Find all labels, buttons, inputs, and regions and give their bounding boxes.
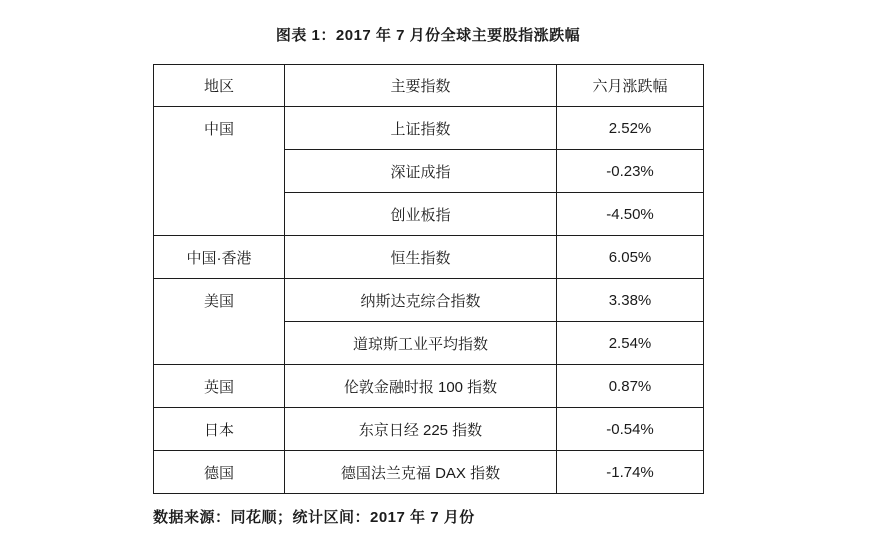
- region-label: 美国: [203, 293, 234, 310]
- table-title: 图表 1：2017 年 7 月份全球主要股指涨跌幅: [275, 27, 581, 44]
- change-cell: -4.50%: [557, 193, 704, 236]
- header-region: 地区: [154, 65, 285, 107]
- change-cell: 2.52%: [557, 107, 704, 150]
- index-cell: 纳斯达克综合指数: [285, 279, 557, 322]
- header-change: 六月涨跌幅: [557, 65, 704, 107]
- index-cell: 创业板指: [285, 193, 557, 236]
- region-cell-hongkong: 中国·香港: [154, 236, 285, 279]
- change-cell: -1.74%: [557, 451, 704, 494]
- index-cell: 德国法兰克福 DAX 指数: [285, 451, 557, 494]
- region-cell-china: [154, 107, 285, 236]
- region-label: 中国: [203, 121, 234, 138]
- index-cell: 深证成指: [285, 150, 557, 193]
- region-cell-uk: 英国: [154, 365, 285, 408]
- change-cell: 2.54%: [557, 322, 704, 365]
- index-cell: 上证指数: [285, 107, 557, 150]
- source-note: 数据来源：同花顺；统计区间：2017 年 7 月份: [153, 509, 475, 526]
- index-cell: 恒生指数: [285, 236, 557, 279]
- change-cell: 3.38%: [557, 279, 704, 322]
- index-cell: 东京日经 225 指数: [285, 408, 557, 451]
- change-cell: 6.05%: [557, 236, 704, 279]
- header-index: 主要指数: [285, 65, 557, 107]
- change-cell: -0.23%: [557, 150, 704, 193]
- change-cell: -0.54%: [557, 408, 704, 451]
- table-row-nasdaq: [154, 279, 704, 322]
- stock-index-table: [153, 64, 704, 494]
- region-cell-japan: 日本: [154, 408, 285, 451]
- table-row-nikkei225: [154, 408, 704, 451]
- table-row-hangseng: [154, 236, 704, 279]
- index-cell: 道琼斯工业平均指数: [285, 322, 557, 365]
- table-row-dax: [154, 451, 704, 494]
- region-cell-germany: 德国: [154, 451, 285, 494]
- region-cell-usa: [154, 279, 285, 365]
- table-row-ftse100: [154, 365, 704, 408]
- table-header-row: [154, 65, 704, 107]
- table-row-sse: [154, 107, 704, 150]
- change-cell: 0.87%: [557, 365, 704, 408]
- index-cell: 伦敦金融时报 100 指数: [285, 365, 557, 408]
